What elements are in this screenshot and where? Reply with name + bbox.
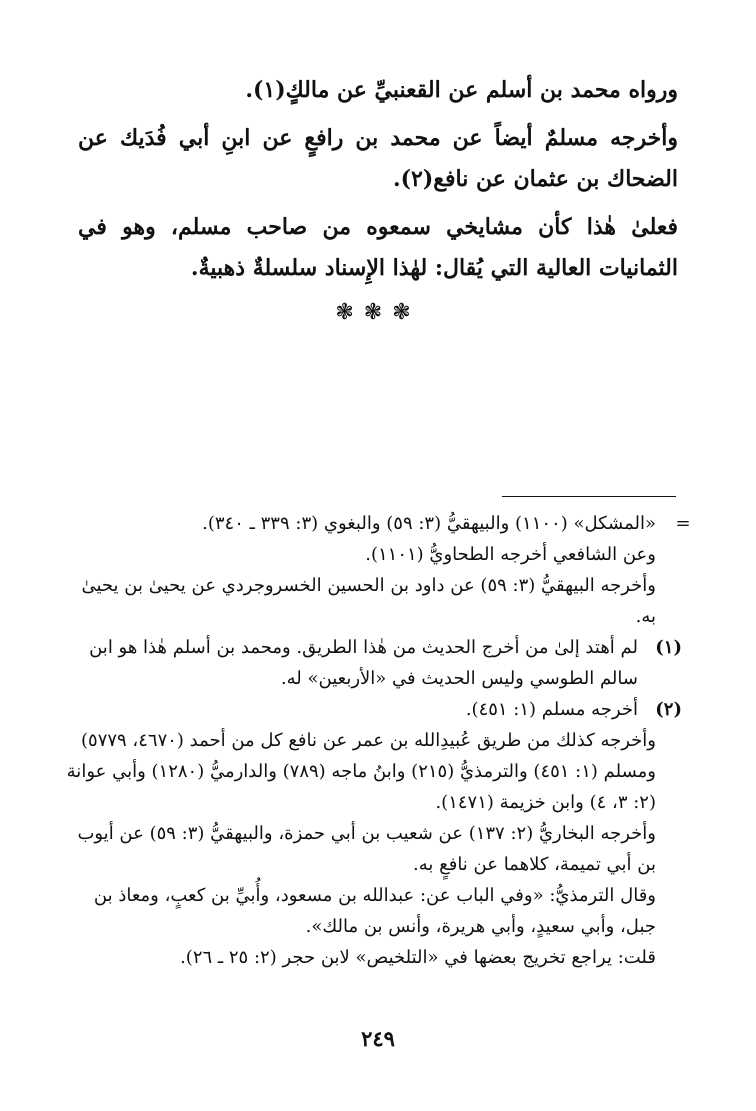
footnote-number: (٢): [655, 699, 682, 720]
footnote-line: وأخرجه كذلك من طريق عُبيدِالله بن عمر عن نافع كل من أحمد (٤٦٧٠، ٥٧٧٩) ومسلم (١: ٤٥١) والترمذيُّ (٢١٥) وابنُ ماجه (٧٨٩) والدارميُّ (١٢٨٠) وأبي عوانة (٢: ٣، ٤) وابن خزيمة (١٤٧١).: [66, 730, 656, 813]
footnote-continued-line: وأخرجه البيهقيُّ (٣: ٥٩) عن داود بن الحسين الخسروجردي عن يحيىٰ بن يحيىٰ به.: [81, 575, 656, 627]
footnote-line: قلت: يراجع تخريج بعضها في «التلخيص» لابن حجر (٢: ٢٥ ـ ٢٦).: [180, 947, 656, 968]
footnote-continued: [64, 508, 676, 632]
footnote-continued-line: «المشكل» (١١٠٠) والبيهقيُّ (٣: ٥٩) والبغوي (٣: ٣٣٩ ـ ٣٤٠).: [202, 513, 656, 534]
paragraph-3: فعلىٰ هٰذا كأن مشايخي سمعوه من صاحب مسلم، وهو في الثمانيات العالية التي يُقال: لهٰذا الإِسناد سلسلةٌ ذهبيةٌ.: [78, 214, 678, 281]
footnote-line: وقال الترمذيُّ: «وفي الباب عن: عبدالله بن مسعود، وأُبيِّ بن كعبٍ، ومعاذ بن جبل، وأبي سعيدٍ، وأبي هريرة، وأنس بن مالك».: [93, 885, 656, 937]
footnote-line: أخرجه مسلم (١: ٤٥١).: [465, 699, 638, 720]
footnote-line: وأخرجه البخاريُّ (٢: ١٣٧) عن شعيب بن أبي حمزة، والبيهقيُّ (٣: ٥٩) عن أيوب بن أبي تميمة، كلاهما عن نافعٍ به.: [77, 823, 656, 875]
footnotes: [64, 508, 682, 973]
paragraph-2: وأخرجه مسلمٌ أيضاً عن محمد بن رافعٍ عن ابنِ أبي فُدَيك عن الضحاك بن عثمان عن نافع(٢).: [78, 125, 678, 192]
footnote-continuation-mark: =: [675, 513, 691, 534]
section-ornament: ❃❃❃: [335, 300, 421, 325]
footnote-line: لم أهتد إلىٰ من أخرج الحديث من هٰذا الطريق. ومحمد بن أسلم هٰذا هو ابن سالم الطوسي وليس الحديث في «الأربعين» له.: [89, 637, 638, 689]
paragraph-1: ورواه محمد بن أسلم عن القعنبيِّ عن مالكٍ(١).: [245, 77, 678, 103]
main-text: [78, 70, 678, 296]
page-number: ٢٤٩: [361, 1026, 395, 1051]
footnote-number: (١): [655, 637, 682, 658]
footnote-1: [64, 632, 682, 694]
footnote-continued-line: وعن الشافعي أخرجه الطحاويُّ (١١٠١).: [365, 544, 656, 565]
footnote-2: [64, 694, 682, 973]
footnote-separator: [502, 496, 676, 497]
